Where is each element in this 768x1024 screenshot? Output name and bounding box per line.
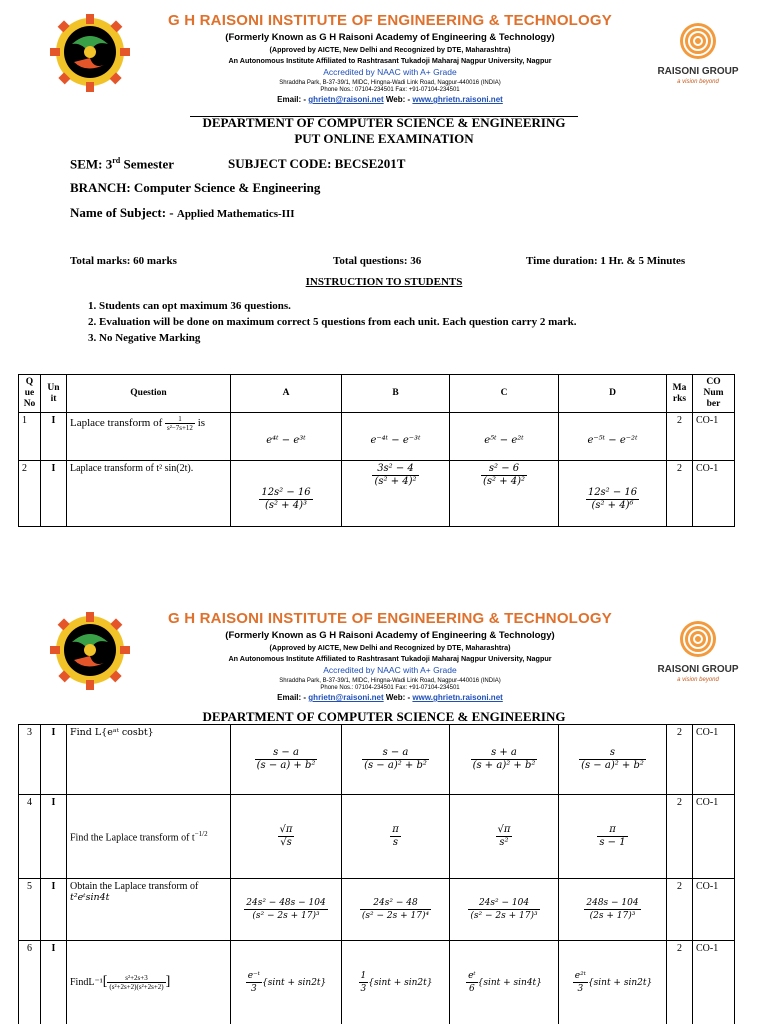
total-marks: Total marks: 60 marks [70,255,177,267]
option-a[interactable] [231,879,342,941]
table-row [19,461,735,527]
fraction-den: s²−7s+12 [166,424,193,432]
option-c[interactable] [450,795,559,879]
cell-co: CO-1 [693,941,735,1024]
header-unit: Un it [41,375,67,413]
cell-marks: 2 [667,941,693,1024]
option-b[interactable] [342,725,450,795]
question-text: Laplace transform of [70,417,165,430]
cell-co: CO-1 [693,413,735,461]
option-expression: {sint + sin4t} [477,978,542,988]
instruction-item: 1. Students can opt maximum 36 questions. [88,300,291,312]
question-exponent: −1/2 [194,829,208,838]
table-row [19,941,735,1024]
formerly-known: (Formerly Known as G H Raisoni Academy of Engineering & Technology) [225,630,555,641]
department-title: DEPARTMENT OF COMPUTER SCIENCE & ENGINEERING [202,115,566,130]
header-d: D [559,375,667,413]
cell-co: CO-1 [693,725,735,795]
option-d[interactable] [559,795,667,879]
cell-unit: I [41,879,67,941]
question-text: FindL⁻¹ [70,976,103,988]
subject-name [70,205,295,221]
option-c[interactable] [450,725,559,795]
option-c[interactable] [450,941,559,1024]
address-text: Shraddha Park, B-37-39/1, MIDC, Hingna-Wadi Link Road, Nagpur-440016 (INDIA) [279,678,501,684]
group-name: RAISONI GROUP [657,66,739,77]
header-question: Question [67,375,231,413]
option-b[interactable] [342,941,450,1024]
fraction-den: 3 [251,984,257,994]
page-header-2 [0,598,768,716]
institute-name: G H RAISONI INSTITUTE OF ENGINEERING & TECHNOLOGY [168,610,612,627]
fraction-den: (s² − 2s + 17)³ [252,911,320,921]
fraction-den: (s + a)² + b² [472,760,536,771]
cell-marks: 2 [667,413,693,461]
cell-question [67,795,231,879]
fraction-num: 24s² − 104 [468,897,539,910]
institute-name: G H RAISONI INSTITUTE OF ENGINEERING & TECHNOLOGY [168,12,612,29]
cell-marks: 2 [667,795,693,879]
option-d[interactable]: e⁻⁵ᵗ − e⁻²ᵗ [559,413,667,461]
semester [70,156,174,172]
email-link[interactable]: ghrietn@raisoni.net [308,95,384,104]
option-c[interactable] [450,461,559,527]
fraction-den: (s − a)² + b² [364,760,427,771]
cell-qno: 4 [19,795,41,879]
cell-unit: I [41,461,67,527]
page-header-1 [0,0,768,118]
instructions-list [88,298,576,346]
fraction-num: s − a [362,747,429,760]
fraction-num: √π [497,824,511,835]
formerly-known: (Formerly Known as G H Raisoni Academy of Engineering & Technology) [225,32,555,43]
approval-text: (Approved by AICTE, New Delhi and Recognized by DTE, Maharashtra) [269,45,511,54]
fraction-den: s [392,837,399,848]
web-label: Web: - [383,693,413,702]
fraction-num: e²ᵗ [574,971,586,981]
cell-unit: I [41,941,67,1024]
question-text-end: is [194,417,206,430]
institute-logo [50,14,130,92]
option-c[interactable]: e⁵ᵗ − e²ᵗ [450,413,559,461]
fraction-den: √s [280,837,292,848]
fraction-den: (s − a) + b² [256,760,316,771]
instructions-title: INSTRUCTION TO STUDENTS [305,276,463,288]
web-link[interactable]: www.ghrietn.raisoni.net [412,693,503,702]
question-text: Find the Laplace transform of t [70,832,195,844]
header-qno: Q ue No [19,375,41,413]
fraction-num: 248s − 104 [586,898,639,908]
option-expression: {sint + sin2t} [587,978,653,988]
cell-unit: I [41,795,67,879]
subject-code: SUBJECT CODE: BECSE201T [228,156,406,171]
header-marks: Ma rks [667,375,693,413]
email-label: Email: - [277,95,309,104]
fraction-num: 3s² − 4 [372,463,418,476]
fraction-den: 6 [469,984,475,994]
table-row [19,795,735,879]
sem-sup: rd [112,156,121,165]
fraction-num: 24s² − 48s − 104 [246,898,326,908]
spiral-icon [678,20,718,62]
subject-label: Name of Subject: - [70,205,177,220]
phone-text: Phone Nos.: 07104-234501 Fax: +91-07104-234501 [320,87,460,93]
fraction-num: 12s² − 16 [261,487,311,498]
subject-value: Applied Mathematics-III [176,208,295,220]
naac-text: Accredited by NAAC with A+ Grade [323,665,457,675]
cell-qno: 5 [19,879,41,941]
contact-line [150,693,630,702]
fraction-den: s − 1 [599,837,626,848]
fraction-den: (s²+2s+2)(s²+2s+2) [109,983,164,992]
option-a[interactable] [231,725,342,795]
cell-co: CO-1 [693,461,735,527]
cell-question [67,413,231,461]
cell-qno: 3 [19,725,41,795]
email-label: Email: - [277,693,309,702]
cell-marks: 2 [667,879,693,941]
option-d[interactable] [559,461,667,527]
option-b[interactable] [342,879,450,941]
fraction-num: √π [279,824,293,835]
web-label: Web: - [383,95,413,104]
header-co: CO Num ber [693,375,735,413]
fraction-num: e⁻ᵗ [247,971,261,981]
approval-text: (Approved by AICTE, New Delhi and Recognized by DTE, Maharashtra) [269,643,511,652]
cell-marks: 2 [667,725,693,795]
option-d[interactable] [559,941,667,1024]
option-expression: {sint + sin2t} [368,978,433,988]
cell-question [67,879,231,941]
fraction-den: (s² − 2s + 17)⁴ [361,911,430,921]
option-a[interactable]: e⁴ᵗ − e³ᵗ [231,413,342,461]
web-link[interactable]: www.ghrietn.raisoni.net [412,95,503,104]
spiral-icon [678,618,718,660]
fraction-den: 3 [360,984,367,994]
option-b[interactable]: e⁻⁴ᵗ − e⁻³ᵗ [342,413,450,461]
question-expression: t²eᵗsin4t [70,892,110,903]
department-title: DEPARTMENT OF COMPUTER SCIENCE & ENGINEERING [202,709,566,724]
sem-suffix: Semester [120,156,175,172]
option-a[interactable] [231,461,342,527]
address-text: Shraddha Park, B-37-39/1, MIDC, Hingna-Wadi Link Road, Nagpur-440016 (INDIA) [279,80,501,86]
fraction-num: 1 [165,415,195,424]
fraction-num: s² − 6 [481,463,527,476]
cell-question: Laplace transform of t² sin(2t). [67,461,231,527]
option-d[interactable] [559,725,667,795]
fraction-den: (2s + 17)³ [589,911,636,921]
fraction-den: (s − a)² + b² [581,760,644,771]
fraction-num: eᵗ [468,971,476,981]
cell-unit: I [41,725,67,795]
fraction-den: (s² − 2s + 17)³ [470,911,538,921]
raisoni-group-logo [648,618,748,698]
total-questions: Total questions: 36 [333,255,422,267]
option-c[interactable] [450,879,559,941]
fraction-num: π [392,824,399,835]
email-link[interactable]: ghrietn@raisoni.net [308,693,384,702]
fraction-num: s [579,747,646,760]
exam-title: PUT ONLINE EXAMINATION [294,131,474,146]
affiliation-text: An Autonomous Institute Affiliated to Rashtrasant Tukadoji Maharaj Nagpur University, Nagpur [228,654,552,663]
cell-qno: 2 [19,461,41,527]
group-tagline: a vision beyond [677,677,719,683]
option-b[interactable] [342,461,450,527]
fraction-num: s²+2s+3 [107,974,165,983]
fraction-num: s − a [255,747,318,760]
option-a[interactable] [231,941,342,1024]
sem-label: SEM: 3 [70,156,113,172]
instruction-item: 2. Evaluation will be done on maximum correct 5 questions from each unit. Each question carry 2 mark. [88,316,577,328]
contact-line [150,95,630,104]
fraction-den: (s² + 4)² [374,476,417,487]
cell-question: FindL⁻¹[ $\frac{\text{s²+2s+3}}{\text{(s²+2s+2)(s²+2s+2)}}$ ] [67,941,231,1024]
phone-text: Phone Nos.: 07104-234501 Fax: +91-07104-234501 [320,685,460,691]
cell-question: Find L{eᵃᵗ cosbt} [67,725,231,795]
header-a: A [231,375,342,413]
table-row [19,725,735,795]
fraction-num: π [597,824,627,837]
group-tagline: a vision beyond [677,79,719,85]
fraction-den: s² [499,837,509,848]
header-b: B [342,375,450,413]
questions-table-2 [18,724,735,1024]
naac-text: Accredited by NAAC with A+ Grade [323,67,457,77]
table-row [19,413,735,461]
instruction-item: 3. No Negative Marking [88,332,201,344]
question-text: Obtain the Laplace transform of [70,881,199,892]
question-fraction [165,415,195,432]
cell-marks: 2 [667,461,693,527]
option-b[interactable] [342,795,450,879]
fraction-den: (s² + 4)³ [264,500,308,511]
institute-logo [50,612,130,690]
option-d[interactable] [559,879,667,941]
cell-qno: 1 [19,413,41,461]
time-duration: Time duration: 1 Hr. & 5 Minutes [526,255,686,267]
cell-qno: 6 [19,941,41,1024]
option-expression: {sint + sin2t} [262,978,327,988]
questions-table-1 [18,374,735,527]
cell-unit: I [41,413,67,461]
fraction-den: (s² + 4)² [482,476,526,487]
fraction-num: 12s² − 16 [587,487,638,498]
divider [190,116,578,117]
fraction-den: (s² + 4)⁶ [591,500,634,511]
header-c: C [450,375,559,413]
question-fraction [107,974,165,991]
group-name: RAISONI GROUP [657,664,739,675]
cell-co: CO-1 [693,795,735,879]
table-header-row [19,375,735,413]
cell-co: CO-1 [693,879,735,941]
table-row [19,879,735,941]
option-a[interactable] [231,795,342,879]
fraction-den: 3 [577,984,584,994]
fraction-num: s + a [471,747,538,760]
raisoni-group-logo [648,20,748,100]
branch: BRANCH: Computer Science & Engineering [70,180,321,195]
fraction-num: 1 [360,971,367,981]
affiliation-text: An Autonomous Institute Affiliated to Rashtrasant Tukadoji Maharaj Nagpur University, Nagpur [228,56,552,65]
fraction-num: 24s² − 48 [360,897,431,910]
